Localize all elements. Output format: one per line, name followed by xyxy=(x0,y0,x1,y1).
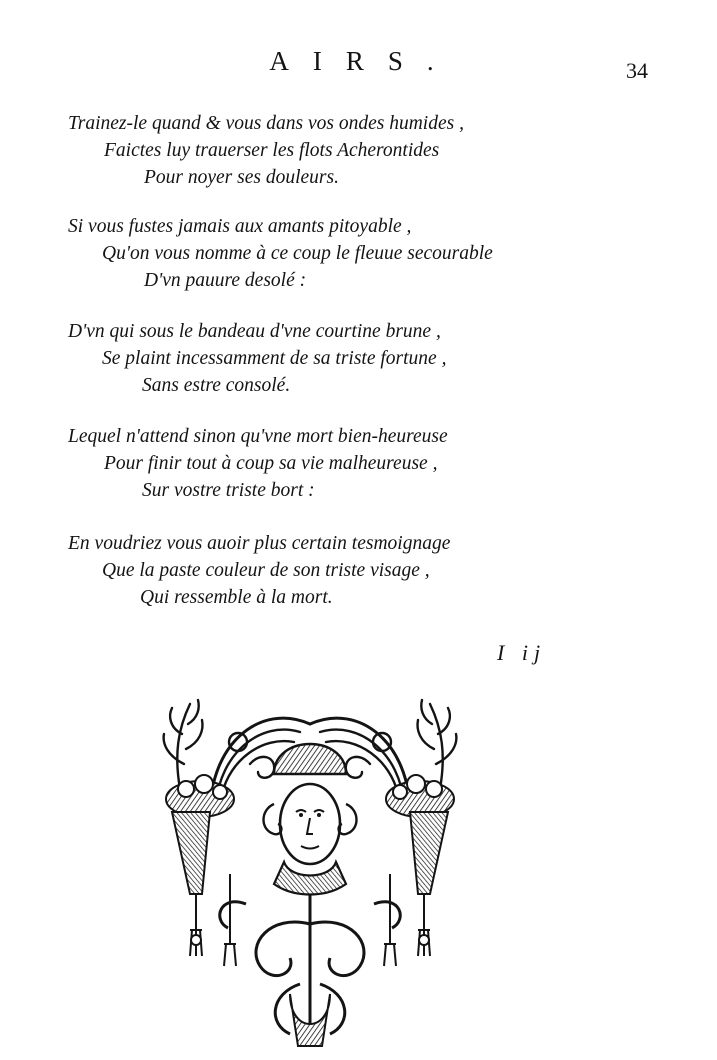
verse-line: Trainez-le quand & vous dans vos ondes humides , xyxy=(68,113,464,134)
verse-line: Faictes luy trauerser les flots Acherontides xyxy=(104,140,440,161)
verse-line: D'vn pauure desolé : xyxy=(144,270,307,291)
verse-line: Qu'on vous nomme à ce coup le fleuue secourable xyxy=(102,243,493,264)
verse-line: Sans estre consolé. xyxy=(142,375,291,396)
verse-line: D'vn qui sous le bandeau d'vne courtine brune , xyxy=(68,321,441,342)
verse-line: Lequel n'attend sinon qu'vne mort bien-heureuse xyxy=(68,426,448,447)
verse-line: En voudriez vous auoir plus certain tesmoignage xyxy=(68,533,451,554)
verse-line: Pour noyer ses douleurs. xyxy=(144,167,339,188)
verse-line: Que la paste couleur de son triste visage , xyxy=(102,560,430,581)
verse-line: Se plaint incessamment de sa triste fortune , xyxy=(102,348,447,369)
verse-line: Si vous fustes jamais aux amants pitoyable , xyxy=(68,216,412,237)
running-head: AIRS. xyxy=(269,46,458,76)
verse-line: Qui ressemble à la mort. xyxy=(140,587,333,608)
grotesque-mask-cornucopia-ornament-icon xyxy=(150,694,470,1054)
verse-line: Sur vostre triste bort : xyxy=(142,480,315,501)
verse-line: Pour finir tout à coup sa vie malheureuse , xyxy=(104,453,438,474)
signature-mark: I ij xyxy=(497,640,547,665)
page-number: 34 xyxy=(626,58,648,83)
